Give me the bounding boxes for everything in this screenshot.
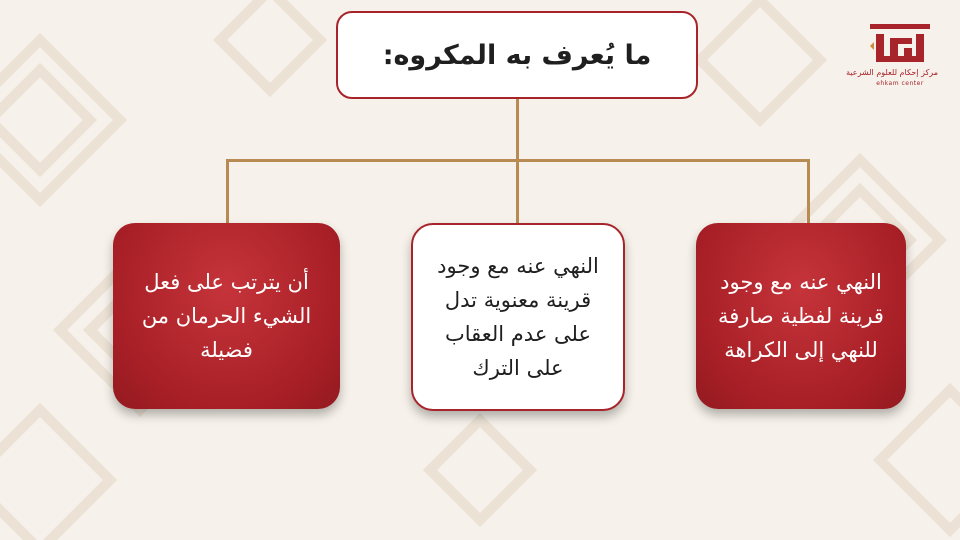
ehkam-logo-caption: ehkam center bbox=[876, 80, 924, 87]
connector-trunk bbox=[516, 99, 519, 161]
diagram-title bbox=[336, 11, 698, 99]
connector-right bbox=[807, 159, 810, 223]
ehkam-logo bbox=[846, 22, 938, 94]
box-semantic-indicator-text: النهي عنه مع وجود قرينة معنوية تدل على عدم العقاب على الترك bbox=[437, 254, 599, 380]
diagram-title-text: ما يُعرف به المكروه: bbox=[382, 39, 652, 71]
connector-middle bbox=[516, 159, 519, 223]
box-semantic-indicator bbox=[411, 223, 625, 411]
ehkam-logo-mark bbox=[868, 22, 932, 66]
ehkam-logo-subtitle: مركز إحكام للعلوم الشرعية bbox=[846, 68, 938, 77]
box-lexical-indicator-text: النهي عنه مع وجود قرينة لفظية صارفة للنهي إلى الكراهة bbox=[718, 270, 884, 362]
box-lexical-indicator bbox=[696, 223, 906, 409]
box-deprivation-of-merit-text: أن يترتب على فعل الشيء الحرمان من فضيلة bbox=[141, 270, 312, 362]
box-deprivation-of-merit bbox=[113, 223, 340, 409]
connector-left bbox=[226, 159, 229, 223]
